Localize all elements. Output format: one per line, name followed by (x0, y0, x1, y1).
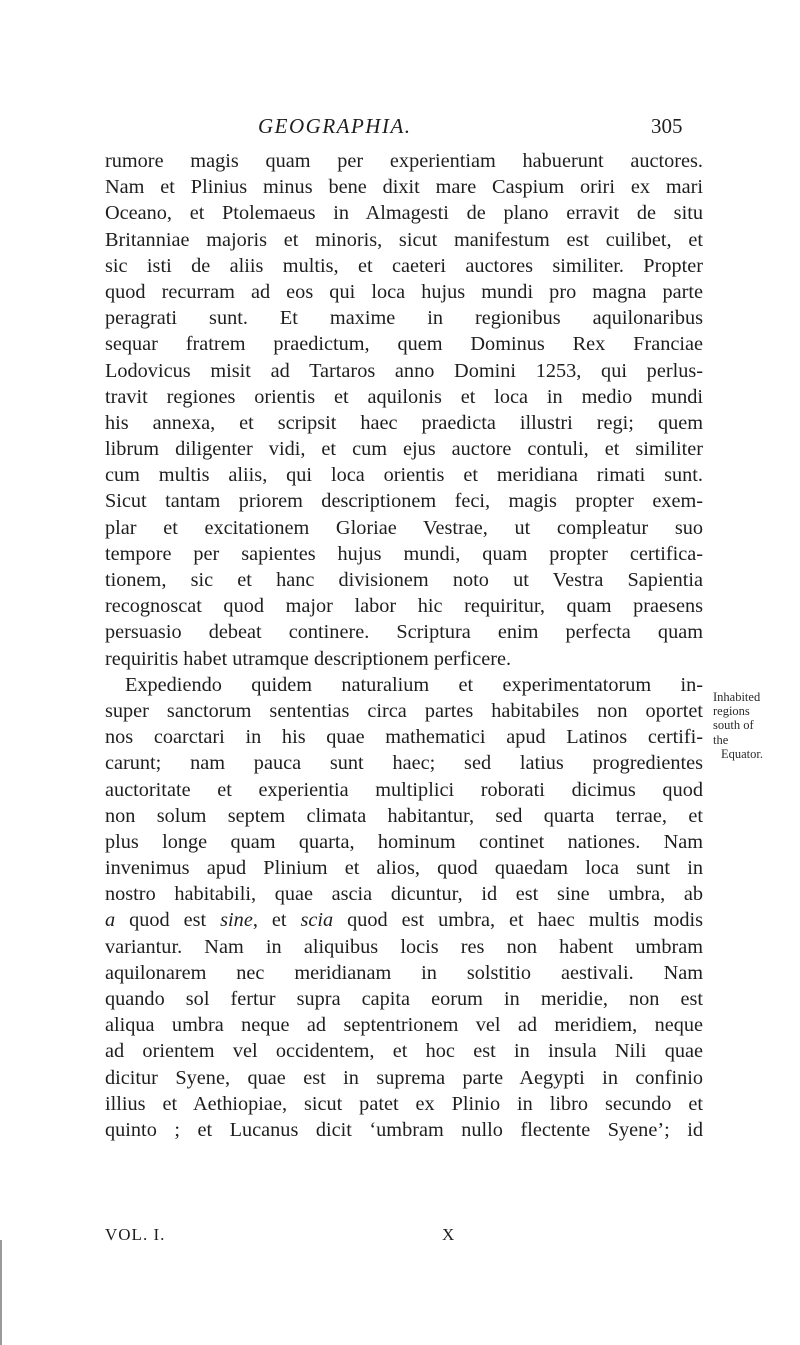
text-line: nostro habitabili, quae ascia dicuntur, id est sine umbra, ab (105, 883, 703, 906)
text-line: requiritis habet utramque descriptionem perficere. (105, 647, 512, 670)
text-line: quando sol fertur supra capita eorum in meridie, non est (105, 988, 703, 1010)
text-line: sic isti de aliis multis, et caeteri auctores similiter. Propter (105, 254, 703, 277)
text-line: dicitur Syene, quae est in suprema parte Aegypti in confinio (105, 1066, 703, 1089)
text-line: peragrati sunt. Et maxime in regionibus aquilonaribus (105, 307, 703, 330)
text-line: variantur. Nam in aliquibus locis res non habent umbram (105, 935, 703, 958)
text-line: ad orientem vel occidentem, et hoc est in insula Nili quae (105, 1040, 703, 1063)
text-line: his annexa, et scripsit haec praedicta illustri regi; quem (105, 411, 703, 434)
text-line: recognoscat quod major labor hic requiritur, quam praesens (105, 595, 703, 618)
text-line: rumore magis quam per experientiam habuerunt auctores. (105, 150, 703, 172)
text-line: plar et excitationem Gloriae Vestrae, ut compleatur suo (105, 516, 703, 539)
text-line: travit regiones orientis et aquilonis et loca in medio mundi (105, 385, 703, 408)
text-line: quinto ; et Lucanus dicit ‘umbram nullo flectente Syene’; id (105, 1118, 703, 1141)
text-line: cum multis aliis, qui loca orientis et meridiana rimati sunt. (105, 464, 703, 487)
margin-note (713, 690, 793, 761)
text-line: invenimus apud Plinium et alios, quod quaedam loca sunt in (105, 857, 703, 880)
italic-word: a (105, 909, 116, 932)
text-line: persuasio debeat continere. Scriptura enim perfecta quam (105, 621, 703, 644)
signature-mark: X (442, 1225, 455, 1244)
text-line: super sanctorum sententias circa partes habitabiles non oportet (105, 699, 703, 722)
text-line: auctoritate et experientia multiplici roborati dicimus quod (105, 778, 703, 801)
page-header (0, 114, 800, 144)
text-line: tempore per sapientes hujus mundi, quam propter certifica- (105, 542, 703, 565)
text-line: Expediendo quidem naturalium et experimentatorum in- (125, 673, 703, 696)
text-line: Sicut tantam priorem descriptionem feci, magis propter exem- (105, 490, 703, 513)
margin-note-line: the (713, 732, 729, 747)
margin-note-line: south of (713, 718, 754, 733)
margin-note-line: Inhabited (713, 690, 761, 704)
volume-mark: VOL. I. (105, 1225, 166, 1244)
body-text (105, 148, 703, 1143)
text-line: nos coarctari in his quae mathematici apud Latinos certifi- (105, 726, 703, 749)
text-line: sequar fratrem praedictum, quem Dominus Rex Franciae (105, 333, 703, 356)
text-line: plus longe quam quarta, hominum continet nationes. Nam (105, 830, 703, 853)
text-line: aliqua umbra neque ad septentrionem vel ad meridiem, neque (105, 1014, 703, 1037)
italic-word: scia (300, 909, 334, 932)
text-line: quod recurram ad eos qui loca hujus mundi pro magna parte (105, 280, 703, 303)
margin-note-line: Equator. (721, 746, 764, 761)
text-line: Lodovicus misit ad Tartaros anno Domini 1253, qui perlus- (105, 359, 703, 382)
italic-word: sine (220, 909, 253, 932)
page-number: 305 (651, 114, 683, 138)
page-edge-divider (0, 1240, 2, 1345)
text-line-with-italics: a quod est sine, et scia quod est umbra, et haec multis modis (105, 909, 704, 932)
page-footer (0, 1225, 800, 1249)
margin-note-line: regions (713, 704, 750, 719)
text-line: Nam et Plinius minus bene dixit mare Caspium oriri ex mari (105, 176, 703, 199)
text-line: carunt; nam pauca sunt haec; sed latius progredientes (105, 752, 703, 775)
running-title: GEOGRAPHIA. (258, 114, 412, 138)
text-line: illius et Aethiopiae, sicut patet ex Plinio in libro secundo et (105, 1092, 703, 1115)
text-line: non solum septem climata habitantur, sed quarta terrae, et (105, 804, 703, 827)
text-line: Britanniae majoris et minoris, sicut manifestum est cuilibet, et (105, 228, 703, 251)
text-line: librum diligenter vidi, et cum ejus auctore contuli, et similiter (105, 438, 703, 461)
text-line: tionem, sic et hanc divisionem noto ut Vestra Sapientia (105, 569, 703, 591)
text-line: aquilonarem nec meridianam in solstitio aestivali. Nam (105, 961, 703, 984)
text-line: Oceano, et Ptolemaeus in Almagesti de plano erravit de situ (105, 202, 703, 225)
